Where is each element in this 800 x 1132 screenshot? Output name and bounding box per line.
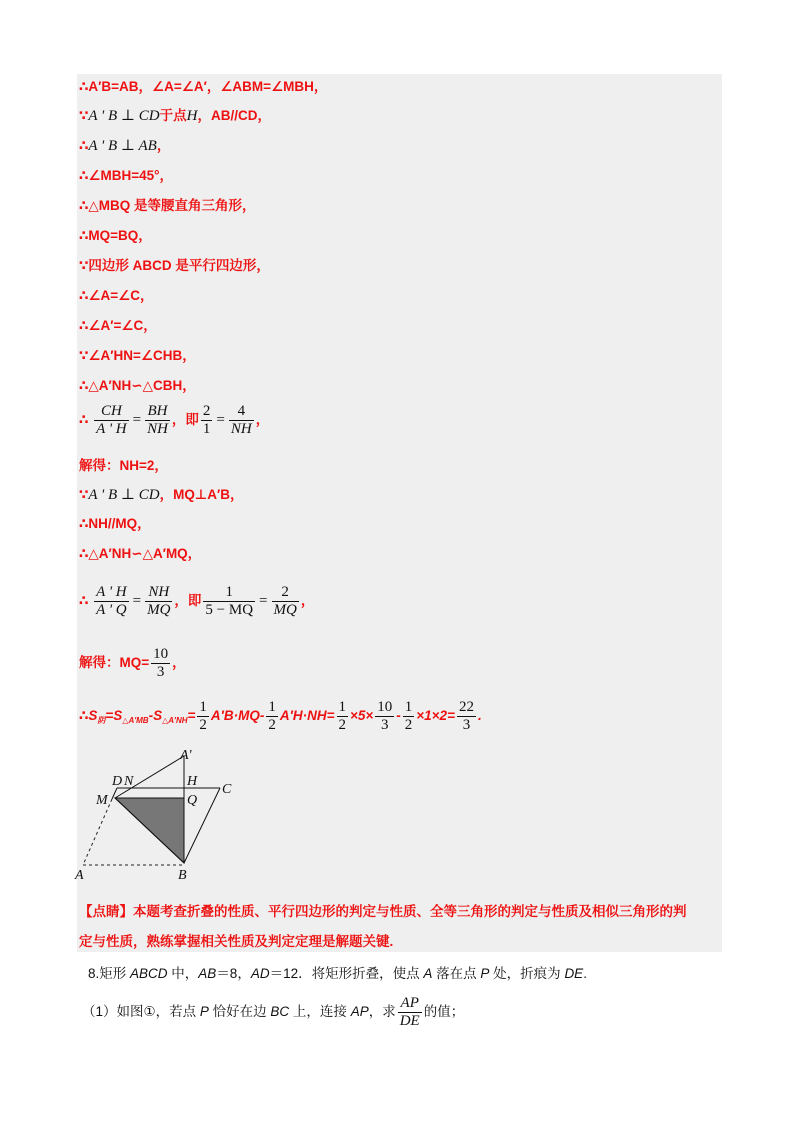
fraction: $\frac{10}{3}$ (153, 646, 169, 680)
text-segment: ×5× (350, 708, 374, 724)
solution-line-1: ∴A′B=AB，∠A=∠A′，∠ABM=∠MBH， (79, 79, 328, 94)
text-segment: ， (156, 138, 171, 153)
fraction: $\frac{AP}{DE}$ (399, 995, 420, 1029)
solution-line-12 (79, 403, 269, 438)
because-symbol: ∵ (79, 108, 89, 123)
solution-line-18 (79, 646, 186, 681)
fraction: $\frac{1}{5 - MQ}$ (205, 584, 254, 618)
label-H: H (187, 774, 198, 789)
question-8-statement: 8.矩形 ABCD 中，AB＝8，AD＝12．将矩形折叠，使点 A 落在点 P 处，折痕为 DE. (88, 966, 587, 981)
because-symbol: ∵ (79, 487, 89, 502)
fraction: $\frac{1}{2}$ (199, 699, 207, 733)
text-segment: . (477, 708, 482, 724)
equals-sign: = (132, 412, 142, 429)
solution-line-3 (79, 137, 170, 155)
text-segment: A′H·NH= (279, 708, 335, 724)
solution-line-5: ∴△MBQ 是等腰直角三角形， (79, 198, 256, 213)
fraction: $\frac{22}{3}$ (458, 699, 474, 733)
text-segment: -S (148, 708, 163, 724)
label-B: B (178, 868, 187, 883)
solution-line-8: ∴∠A=∠C， (79, 288, 154, 303)
subscript: 阴 (97, 716, 106, 726)
text-segment: ， (300, 593, 315, 609)
label-Q: Q (187, 793, 198, 808)
solution-line-11: ∴△A′NH∽△CBH， (79, 378, 196, 393)
text-segment: ，AB//CD， (197, 108, 271, 123)
solution-line-7: ∵四边形 ABCD 是平行四边形， (79, 258, 270, 273)
text-segment: ，即 (174, 593, 202, 609)
solution-line-19 (79, 699, 482, 734)
label-D: D (112, 774, 123, 789)
fraction: $\frac{1}{2}$ (338, 699, 346, 733)
fraction: $\frac{1}{2}$ (404, 699, 413, 733)
solution-line-6: ∴MQ=BQ， (79, 228, 152, 243)
perpendicular-expr: A ' B ⊥ CD (88, 487, 160, 503)
label-M: M (96, 793, 108, 808)
label-C: C (222, 782, 232, 797)
fraction: $\frac{A ' H}{A ' Q}$ (96, 584, 127, 618)
question-8-part-1: （1）如图①，若点 P 恰好在边 BC 上，连接 AP，求 $\frac{AP}{DE}$ 的值； (82, 995, 465, 1029)
label-A-prime: A′ (180, 748, 192, 763)
fraction: $\frac{NH}{MQ}$ (147, 584, 171, 618)
subscript: △A′NH (162, 716, 188, 726)
fraction: $\frac{2}{MQ}$ (273, 584, 297, 618)
perpendicular-expr: A ' B ⊥ AB (88, 138, 157, 154)
solution-line-9: ∴∠A′=∠C， (79, 318, 157, 333)
solution-line-16: ∴△A′NH∽△A′MQ， (79, 546, 202, 561)
text-segment: A′B·MQ- (210, 708, 265, 724)
text-segment: ×1×2= (416, 708, 455, 724)
text-segment: ， (172, 655, 186, 671)
text-segment: ，MQ⊥A′B， (159, 487, 244, 502)
solution-line-14 (79, 486, 243, 504)
label-A: A (75, 868, 84, 883)
fraction: $\frac{10}{3}$ (377, 699, 393, 733)
text-segment: - (396, 708, 401, 724)
fraction: $\frac{BH}{NH}$ (147, 403, 168, 437)
therefore-symbol: ∴ (79, 138, 89, 153)
perpendicular-expr: A ' B ⊥ CD (88, 108, 160, 124)
equals-sign: = (187, 708, 196, 724)
solution-line-13: 解得：NH=2， (79, 458, 168, 473)
comment-line-1: 【点睛】本题考查折叠的性质、平行四边形的判定与性质、全等三角形的判定与性质及相似三角形的判 (79, 904, 687, 919)
point-label: H (186, 108, 198, 124)
geometry-diagram (70, 748, 245, 888)
comment-line-2: 定与性质，熟练掌握相关性质及判定定理是解题关键. (79, 934, 394, 949)
solution-line-10: ∵∠A′HN=∠CHB， (79, 348, 196, 363)
fraction: $\frac{4}{NH}$ (230, 403, 252, 437)
equals-sign: = (216, 412, 225, 429)
label-N: N (124, 774, 134, 789)
therefore-symbol: ∴ (79, 593, 89, 609)
fraction: $\frac{1}{2}$ (268, 699, 276, 733)
dashed-edge-MA (83, 799, 112, 865)
therefore-symbol: ∴ (79, 412, 89, 428)
text-segment: =S (105, 708, 123, 724)
solution-line-4: ∴∠MBH=45°， (79, 168, 174, 183)
text-segment: 于点 (159, 108, 187, 123)
fraction: $\frac{CH}{A ' H}$ (96, 403, 127, 437)
text-segment: ， (255, 412, 270, 428)
text-segment: ∴S (79, 708, 98, 724)
text-segment: 解得：MQ= (79, 655, 150, 671)
subscript: △A′MB (122, 716, 149, 726)
solution-line-17 (79, 584, 314, 619)
equals-sign: = (132, 593, 142, 610)
text-segment: ，即 (171, 412, 199, 428)
fraction: $\frac{2}{1}$ (202, 403, 211, 437)
solution-line-2 (79, 107, 271, 125)
solution-line-15: ∴NH//MQ， (79, 516, 151, 531)
equals-sign: = (259, 593, 268, 610)
